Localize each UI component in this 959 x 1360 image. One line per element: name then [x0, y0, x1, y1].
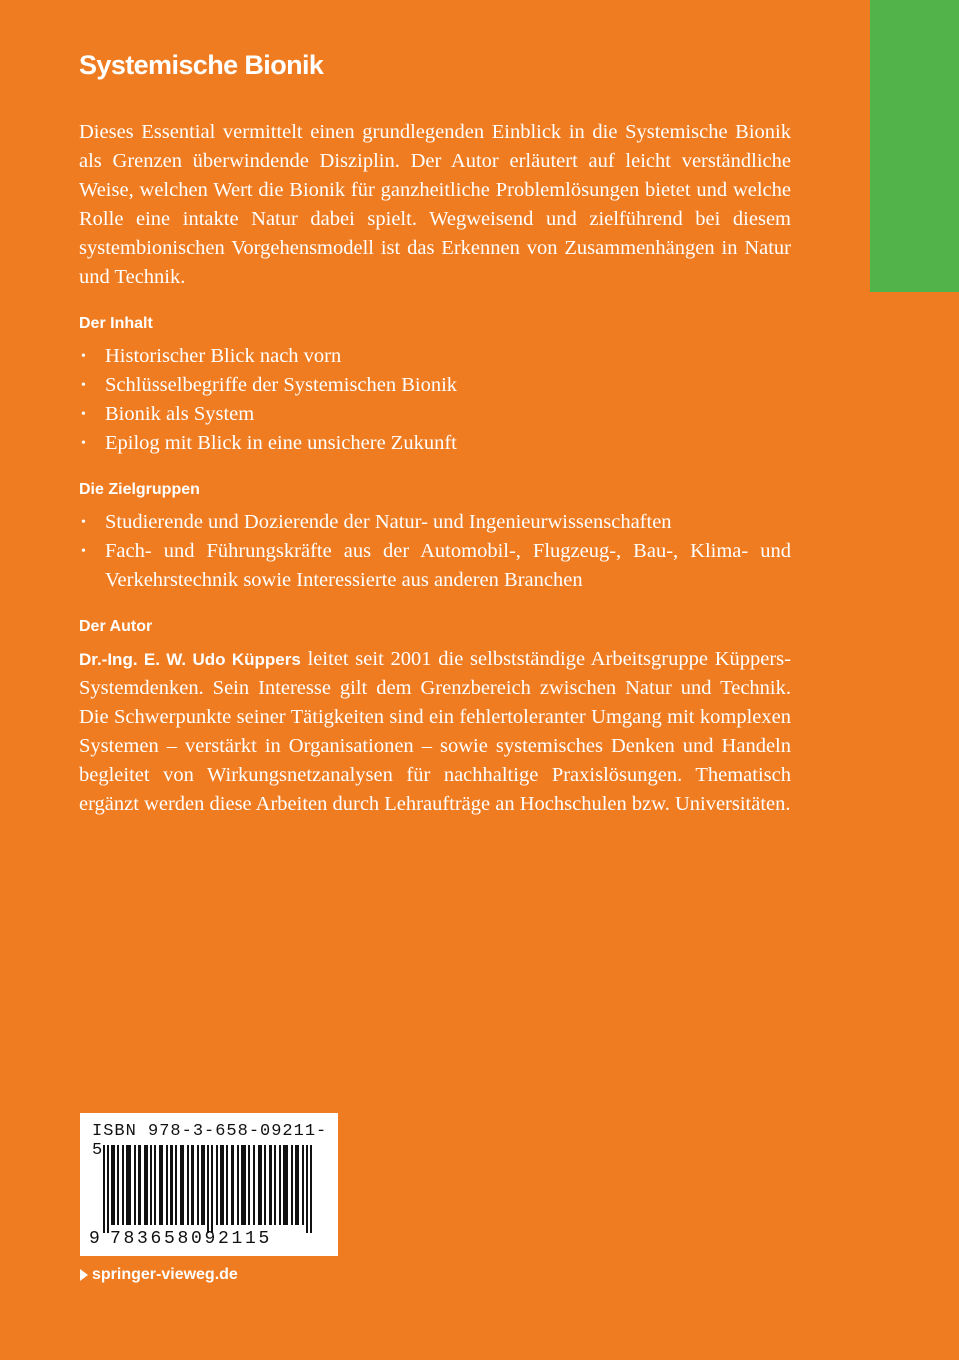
author-text: leitet seit 2001 die selbstständige Arbeitsgruppe Küppers-Systemdenken. Sein Interesse gilt dem Grenzbereich zwischen Natur und Technik. Die Schwerpunkte seiner Tätigkeiten sind ein fehlertoleranter Umgang mit komplexen Systemen – verstärkt in Organisationen – sowie systemisches Denken und Handeln begleitet von Wirkungsnetzanalysen für nachhaltige Praxislösungen. Thematisch ergänzt werden diese Arbeiten durch Lehraufträge an Hochschulen bzw. Universitäten. — [79, 648, 791, 815]
bullet-icon: • — [81, 544, 86, 559]
list-item: • Fach- und Führungskräfte aus der Automobil-, Flugzeug-, Bau-, Klima- und Verkehrstechnik sowie Interessierte aus anderen Branchen — [79, 537, 791, 595]
website-label: springer-vieweg.de — [92, 1266, 238, 1283]
bullet-icon: • — [81, 378, 86, 393]
list-item: • Historischer Blick nach vorn — [79, 342, 791, 371]
ean-first-digit: 9 — [89, 1229, 100, 1249]
intro-paragraph: Dieses Essential vermittelt einen grundlegenden Einblick in die Systemische Bionik als Grenzen überwindende Disziplin. Der Autor erläutert auf leicht verständliche Weise, welchen Wert die Bionik für ganzheitliche Problemlösungen bietet und welche Rolle eine intakte Natur dabei spielt. Wegweisend und zielführend bei diesem systembionischen Vorgehensmodell ist das Erkennen von Zusammenhängen in Natur und Technik. — [79, 121, 791, 288]
author-bio — [79, 645, 791, 819]
list-item: • Bionik als System — [79, 400, 791, 429]
audience-list — [79, 508, 791, 595]
back-cover-content — [79, 48, 791, 819]
isbn-label: ISBN 978-3-658-09211-5 — [92, 1122, 328, 1160]
arrow-right-icon — [80, 1269, 88, 1281]
author-heading: Der Autor — [79, 618, 153, 635]
bullet-icon: • — [81, 407, 86, 422]
bullet-icon: • — [81, 349, 86, 364]
list-item: • Schlüsselbegriffe der Systemischen Bionik — [79, 371, 791, 400]
color-tab — [870, 0, 959, 292]
contents-list — [79, 342, 791, 458]
ean-digits: 783658092115 — [110, 1229, 273, 1249]
author-name: Dr.-Ing. E. W. Udo Küppers — [79, 650, 301, 669]
isbn-barcode-box — [80, 1113, 338, 1256]
bullet-icon: • — [81, 515, 86, 530]
book-title: Systemische Bionik — [79, 50, 324, 80]
audience-heading: Die Zielgruppen — [79, 481, 200, 498]
barcode-icon — [103, 1145, 315, 1233]
list-item: • Studierende und Dozierende der Natur- und Ingenieurwissenschaften — [79, 508, 791, 537]
contents-heading: Der Inhalt — [79, 315, 153, 332]
list-item: • Epilog mit Blick in eine unsichere Zukunft — [79, 429, 791, 458]
website-link[interactable] — [80, 1266, 238, 1284]
bullet-icon: • — [81, 436, 86, 451]
